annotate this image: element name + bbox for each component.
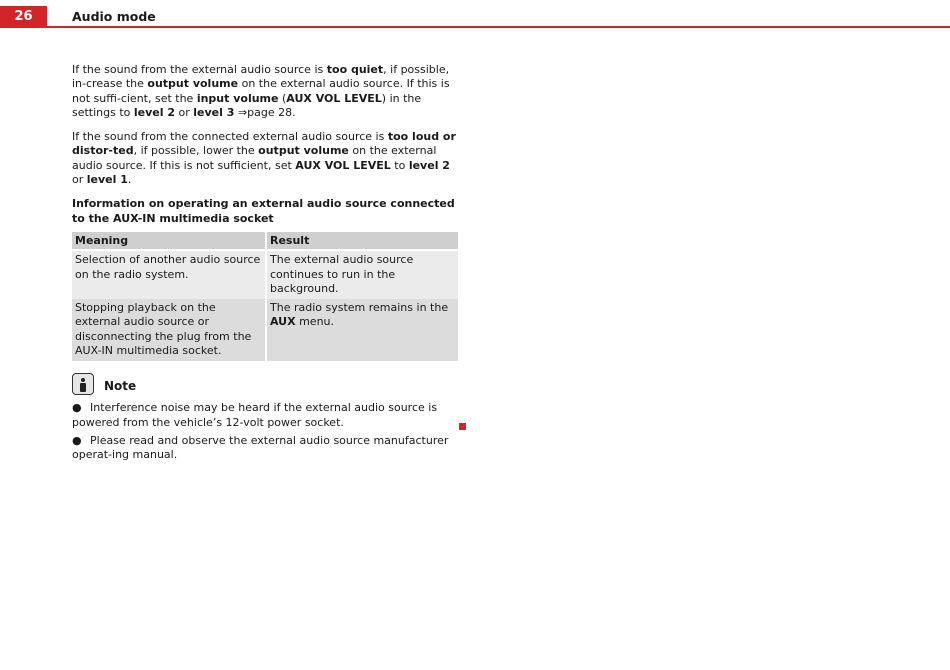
- text-span: on the external audio source. If this is not suffi-cient, set the: [72, 77, 450, 105]
- table-row: [72, 299, 458, 361]
- bold-term: AUX VOL LEVEL: [295, 158, 391, 172]
- text-span: menu.: [295, 315, 335, 329]
- bold-term: input volume: [196, 91, 279, 105]
- info-icon: [72, 373, 94, 395]
- paragraph-quiet: [72, 63, 458, 120]
- text-span: or: [175, 105, 194, 119]
- bold-term: too quiet: [326, 63, 384, 76]
- paragraph-loud: [72, 130, 458, 187]
- cell-meaning: Stopping playback on the external audio source or disconnecting the plug from the AUX-IN multimedia socket.: [72, 299, 267, 361]
- table-row: [72, 251, 458, 299]
- note-text: Interference noise may be heard if the external audio source is powered from the vehicle’s 12-volt power socket.: [72, 401, 438, 429]
- page-header: [0, 0, 950, 28]
- text-span: on the external audio source. If this is not sufficient, set: [72, 144, 437, 172]
- cell-meaning: Selection of another audio source on the radio system.: [72, 251, 267, 299]
- text-span: If the sound from the external audio source is: [72, 63, 327, 76]
- bold-term: level 2: [133, 105, 176, 119]
- note-text: Please read and observe the external audio source manufacturer operat-ing manual.: [72, 433, 449, 462]
- bold-term: too loud or distor-ted: [72, 130, 456, 158]
- bold-term: level 3: [193, 105, 235, 119]
- note-label: Note: [104, 379, 137, 394]
- column-header-result: Result: [267, 232, 458, 251]
- section-heading: Information on operating an external audio source connected to the AUX-IN multimedia socket: [72, 197, 455, 225]
- text-span: .: [127, 173, 132, 187]
- cell-result: [267, 299, 458, 361]
- bold-term: level 2: [408, 158, 450, 172]
- text-span: or: [72, 173, 87, 187]
- info-table: [72, 232, 458, 361]
- list-item: [72, 401, 458, 430]
- bullet: ●: [72, 433, 82, 447]
- text-span: If the sound from the connected external audio source is: [72, 130, 388, 144]
- text-span: (: [278, 91, 287, 105]
- text-span: , if possible, lower the: [133, 144, 259, 158]
- column-header-meaning: Meaning: [72, 232, 267, 251]
- section-end-marker: [459, 423, 466, 430]
- note-header: [72, 373, 458, 397]
- bold-term: output volume: [147, 77, 239, 91]
- text-span: , if possible, in-crease the: [72, 63, 450, 91]
- header-rule: [47, 26, 950, 28]
- table-header-row: [72, 232, 458, 251]
- bold-term: AUX VOL LEVEL: [286, 91, 382, 105]
- list-item: [72, 434, 458, 463]
- bold-term: output volume: [258, 144, 349, 158]
- page-reference-link[interactable]: ⇒page 28.: [234, 105, 296, 119]
- page-title: Audio mode: [72, 9, 156, 24]
- note-list: [72, 401, 458, 462]
- cell-result: The external audio source continues to run in the background.: [267, 251, 458, 299]
- bold-term: AUX: [270, 315, 296, 329]
- text-span: ) in the settings to: [72, 91, 422, 119]
- bold-term: level 1: [86, 173, 128, 187]
- text-span: The radio system remains in the: [270, 301, 449, 315]
- text-span: to: [390, 158, 409, 172]
- page-number: 26: [0, 6, 47, 28]
- bullet: ●: [72, 401, 82, 415]
- main-content: [72, 63, 458, 467]
